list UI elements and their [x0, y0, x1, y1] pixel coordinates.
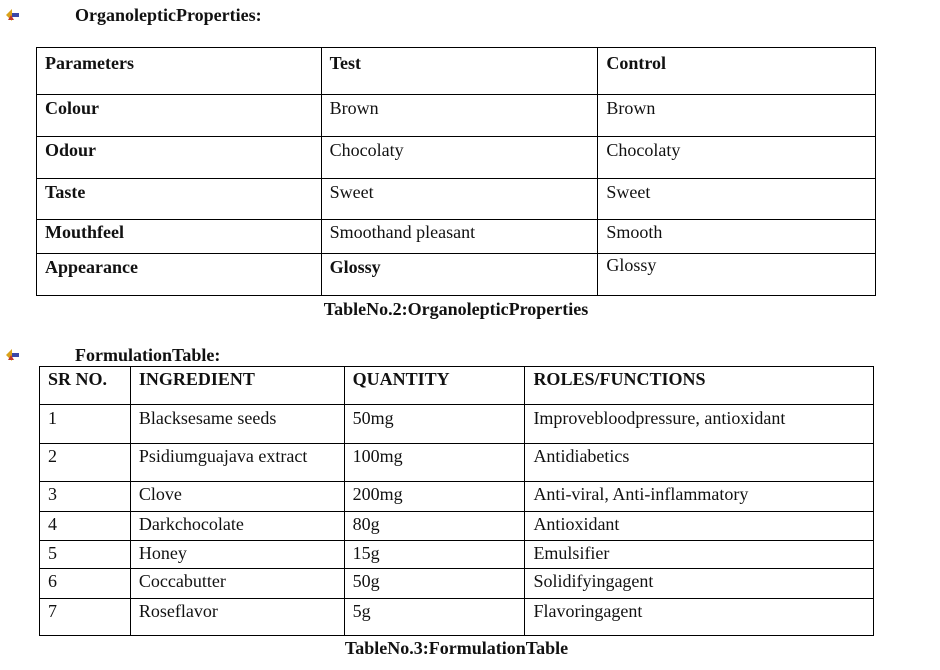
- table-cell: Taste: [37, 179, 322, 220]
- table-cell: 100mg: [344, 444, 525, 482]
- table-cell: Brown: [598, 95, 876, 137]
- table-header-row: [40, 367, 874, 405]
- organoleptic-table: [36, 47, 876, 296]
- table-cell: 80g: [344, 512, 525, 541]
- table-row: [40, 405, 874, 444]
- formulation-table: [39, 366, 874, 636]
- table-cell: Psidiumguajava extract: [130, 444, 344, 482]
- table-cell: Odour: [37, 137, 322, 179]
- section-heading-formulation: FormulationTable:: [75, 345, 221, 365]
- table-cell: 5: [40, 541, 131, 569]
- table-cell: Chocolaty: [321, 137, 598, 179]
- table-cell: Roseflavor: [130, 599, 344, 636]
- table-cell: Mouthfeel: [37, 220, 322, 254]
- table-cell: Clove: [130, 482, 344, 512]
- table-row: [37, 137, 876, 179]
- table-cell: Flavoringagent: [525, 599, 874, 636]
- table-cell: Appearance: [37, 254, 322, 296]
- table-cell: Solidifyingagent: [525, 569, 874, 599]
- table-row: [40, 541, 874, 569]
- table-cell: Antioxidant: [525, 512, 874, 541]
- table-row: [37, 254, 876, 296]
- column-header: SR NO.: [40, 367, 131, 405]
- column-header: ROLES/FUNCTIONS: [525, 367, 874, 405]
- table-cell: Smooth: [598, 220, 876, 254]
- section-heading-organoleptic: OrganolepticProperties:: [75, 5, 262, 25]
- table-row: [40, 569, 874, 599]
- table-cell: 50mg: [344, 405, 525, 444]
- table-cell: Antidiabetics: [525, 444, 874, 482]
- table-cell: 6: [40, 569, 131, 599]
- table-cell: Improvebloodpressure, antioxidant: [525, 405, 874, 444]
- table-cell: Sweet: [321, 179, 598, 220]
- table-cell: Anti-viral, Anti-inflammatory: [525, 482, 874, 512]
- table-cell: 7: [40, 599, 131, 636]
- table-cell: Glossy: [321, 254, 598, 296]
- table-cell: 5g: [344, 599, 525, 636]
- table-cell: 15g: [344, 541, 525, 569]
- column-header: Parameters: [37, 48, 322, 95]
- column-header: Test: [321, 48, 598, 95]
- table-cell: Glossy: [598, 254, 876, 296]
- table-row: [40, 599, 874, 636]
- column-header: QUANTITY: [344, 367, 525, 405]
- table-cell: 50g: [344, 569, 525, 599]
- table-row: [37, 220, 876, 254]
- bullet-arrow-icon: [4, 7, 20, 23]
- table-cell: Smoothand pleasant: [321, 220, 598, 254]
- table-cell: Honey: [130, 541, 344, 569]
- table-row: [40, 512, 874, 541]
- table-cell: Sweet: [598, 179, 876, 220]
- table-header-row: [37, 48, 876, 95]
- column-header: INGREDIENT: [130, 367, 344, 405]
- column-header: Control: [598, 48, 876, 95]
- table-row: [40, 482, 874, 512]
- table-caption-formulation: TableNo.3:FormulationTable: [344, 638, 569, 658]
- table-cell: 2: [40, 444, 131, 482]
- table-cell: Darkchocolate: [130, 512, 344, 541]
- table-cell: 200mg: [344, 482, 525, 512]
- table-row: [40, 444, 874, 482]
- table-cell: Colour: [37, 95, 322, 137]
- table-cell: 1: [40, 405, 131, 444]
- table-cell: Chocolaty: [598, 137, 876, 179]
- table-cell: Coccabutter: [130, 569, 344, 599]
- bullet-arrow-icon: [4, 347, 20, 363]
- table-row: [37, 179, 876, 220]
- table-cell: 4: [40, 512, 131, 541]
- table-caption-organoleptic: TableNo.2:OrganolepticProperties: [323, 299, 589, 319]
- table-cell: Blacksesame seeds: [130, 405, 344, 444]
- table-cell: Brown: [321, 95, 598, 137]
- table-cell: Emulsifier: [525, 541, 874, 569]
- table-cell: 3: [40, 482, 131, 512]
- table-row: [37, 95, 876, 137]
